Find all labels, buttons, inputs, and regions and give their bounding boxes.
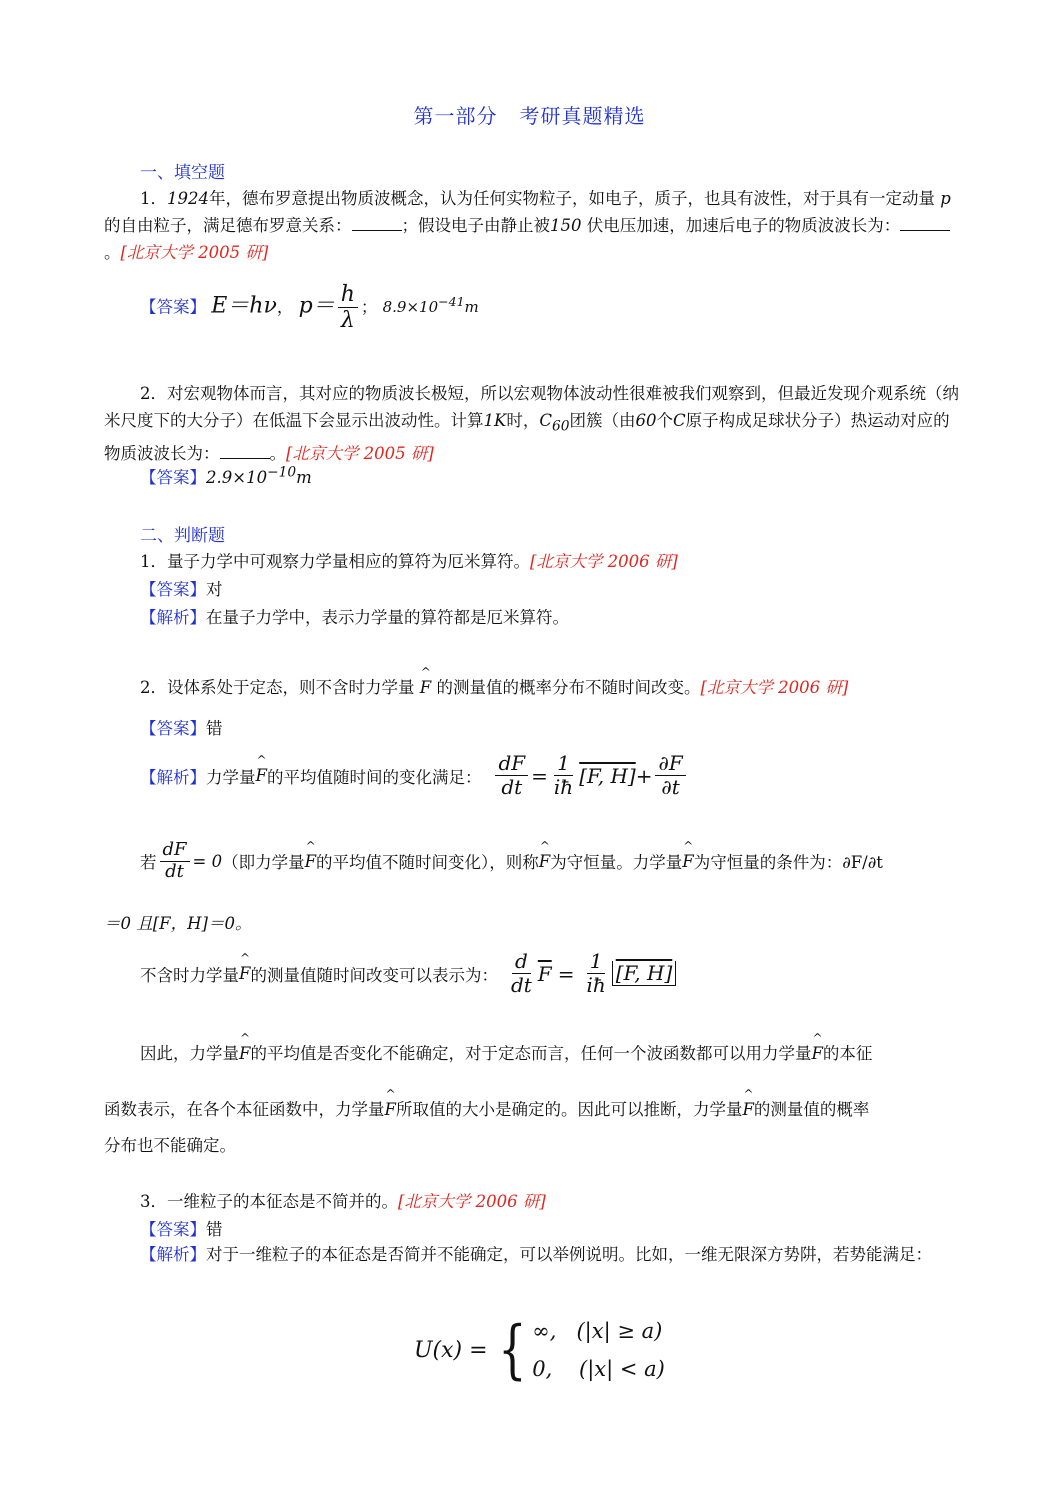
judge-3: 3．一维粒子的本征态是不简并的。[北京大学 2006 研] [140,1192,546,1211]
judge-1-answer: 【答案】对 [140,580,223,599]
judge-2: 2．设体系处于定态，则不含时力学量 ^ F 的测量值的概率分布不随时间改变。[北京大学 2006 研] [140,674,848,698]
fraction-h-lambda: $\frac{h}{\lambda}$ [338,282,358,334]
question-2: 2．对宏观物体而言，其对应的物质波长极短，所以宏观物体波动性很难被我们观察到，但最近发现介观系统（纳米尺度下的大分子）在低温下会显示出波动性。计算1K时，$C_{60}$团簇（由60个C原子构成足球状分子）热运动对应的物质波波长为： 。[北京大学 2005 研] [104,384,959,464]
judge-2-analysis-line4: 不含时力学量 ^ F 的测量值随时间改变可以表示为： $\frac{d}{dt}$ $\overline{F}$ = $\frac{1}{iħ}$ [F, H] [140,950,676,997]
blank-2 [900,216,950,231]
source-tag: [北京大学 2005 研] [120,243,269,262]
judge-1: 1．量子力学中可观察力学量相应的算符为厄米算符。[北京大学 2006 研] [140,552,678,571]
judge-3-analysis: 【解析】对于一维粒子的本征态是否简并不能确定，可以举例说明。比如，一维无限深方势阱，若势能满足： [140,1245,932,1264]
section-true-false-heading: 二、判断题 [140,526,225,546]
blank-3 [220,444,270,459]
judge-1-analysis: 【解析】在量子力学中，表示力学量的算符都是厄米算符。 [140,608,569,627]
judge-2-analysis-line7: 分布也不能确定。 [104,1136,236,1155]
answer-1: 【答案】 E＝hν， p＝ $\frac{h}{\lambda}$ ； $8.9\times 10^{-41}m$ [140,282,479,334]
judge-3-answer: 【答案】错 [140,1220,223,1239]
question-1: 1．1924年，德布罗意提出物质波概念，认为任何实物粒子，如电子，质子，也具有波性，对于具有一定动量 p 的自由粒子，满足德布罗意关系： ；假设电子由静止被150 伏电压加速，加速后电子的物质波波长为：。[北京大学 2005 研] [104,189,951,262]
page-title: 第一部分 考研真题精选 [413,104,646,128]
judge-2-analysis-line3: ＝0 且[F，H]＝0。 [104,914,252,933]
judge-2-analysis-line6: 函数表示，在各个本征函数中，力学量^ F所取值的大小是确定的。因此可以推断，力学量^ F的测量值的概率 [104,1096,869,1120]
judge-2-analysis-line5: 因此，力学量^ F的平均值是否变化不能确定，对于定态而言，任何一个波函数都可以用力学量^ F的本征 [140,1040,872,1064]
judge-2-answer: 【答案】错 [140,719,223,738]
potential-equation: U(x) = { ∞, (|x| ≥ a) 0, (|x| < a) [414,1313,665,1387]
answer-2: 【答案】$2.9\times 10^{-10}m$ [140,464,312,487]
judge-2-analysis-eq: 【解析】 力学量 ^ F 的平均值随时间的变化满足： $\frac{dF}{dt}$ = $\frac{1}{iħ}$ [F, H] + $\frac{\partial F}{\partial t}$ [140,752,689,799]
judge-2-analysis-line2: 若 $\frac{dF}{dt}$ = 0 （即力学量 ^ F 的平均值不随时间变化），则称 ^ F 为守恒量。力学量 ^ F 为守恒量的条件为：∂F/∂t [140,840,883,882]
section-fill-blank-heading: 一、填空题 [140,163,225,183]
blank-1 [352,216,402,231]
